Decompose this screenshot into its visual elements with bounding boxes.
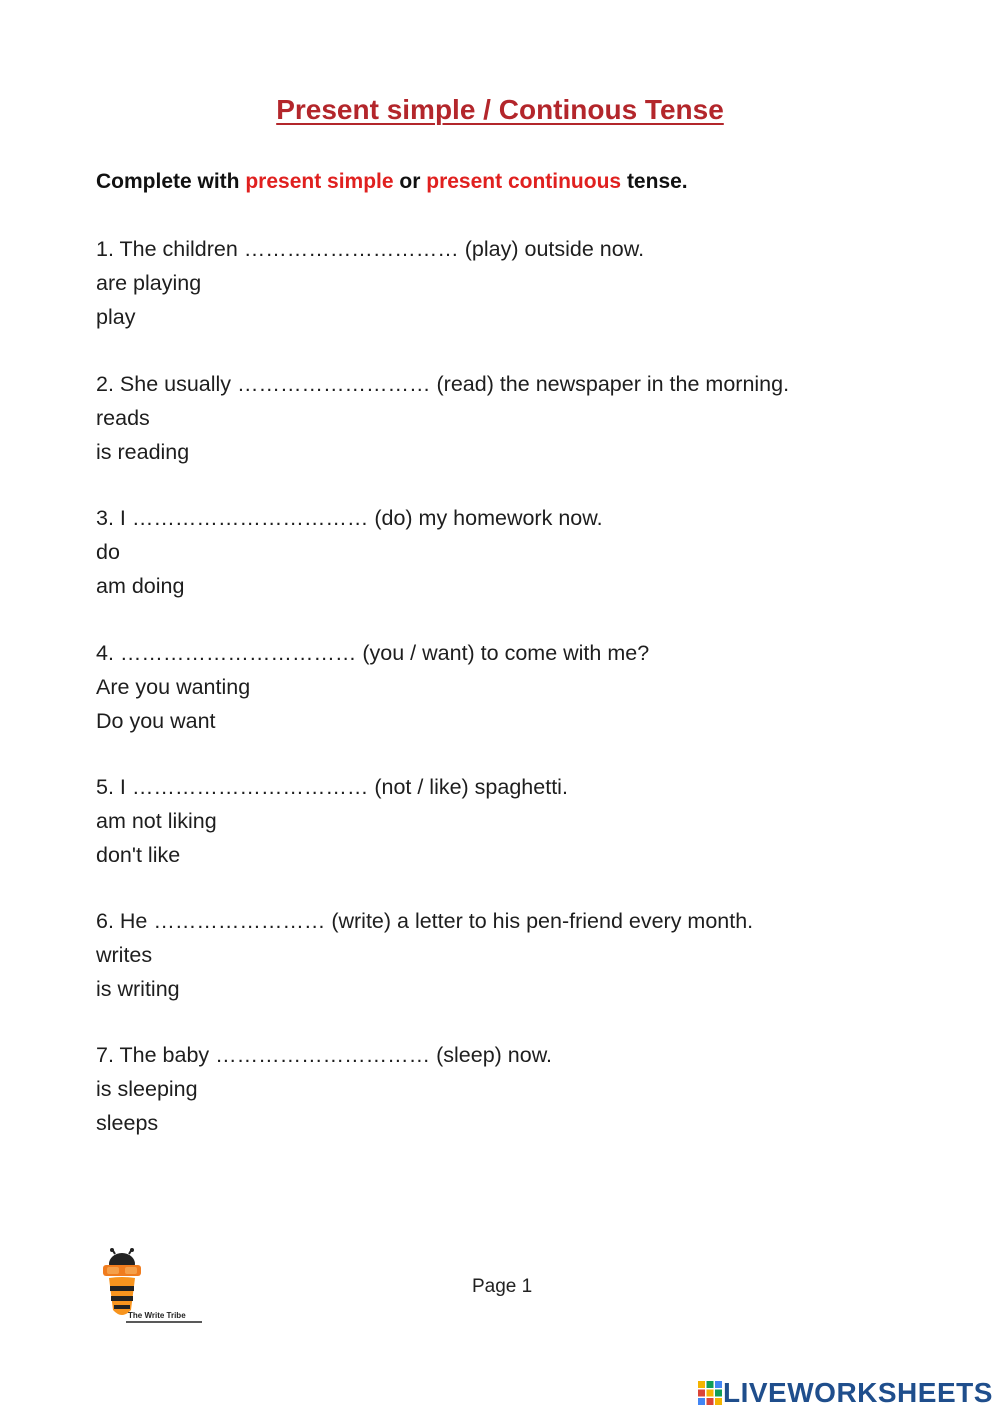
question-prompt: 2. She usually ……………………… (read) the newspaper in the morning. (96, 372, 790, 396)
page-title: Present simple / Continous Tense (276, 94, 724, 125)
question-3 (96, 501, 603, 603)
liveworksheets-logo-icon (697, 1380, 723, 1406)
logo-text: The Write Tribe (128, 1311, 186, 1320)
answer-option[interactable]: Do you want (96, 709, 216, 733)
answer-option[interactable]: play (96, 305, 136, 329)
answer-option[interactable]: sleeps (96, 1111, 159, 1135)
liveworksheets-label: LIVEWORKSHEETS (723, 1377, 993, 1408)
liveworksheets-brand[interactable] (697, 1376, 993, 1410)
answer-option[interactable]: am doing (96, 574, 185, 598)
question-6 (96, 904, 753, 1006)
instruction-text: tense. (621, 170, 688, 193)
answer-option[interactable]: am not liking (96, 809, 217, 833)
question-prompt: 3. I …………………………… (do) my homework now. (96, 506, 603, 530)
question-prompt: 4. …………………………… (you / want) to come with me? (96, 641, 650, 665)
question-4 (96, 636, 649, 738)
answer-option[interactable]: writes (96, 943, 153, 967)
question-5 (96, 770, 568, 872)
instruction-text: Complete with (96, 170, 246, 193)
bee-logo-icon (98, 1248, 208, 1328)
question-prompt: 1. The children ………………………… (play) outside now. (96, 237, 645, 261)
question-7 (96, 1038, 552, 1140)
answer-option[interactable]: is writing (96, 977, 180, 1001)
question-prompt: 7. The baby ………………………… (sleep) now. (96, 1043, 553, 1067)
question-1 (96, 232, 644, 334)
instruction (96, 170, 688, 194)
question-prompt: 6. He …………………… (write) a letter to his pen-friend every month. (96, 909, 754, 933)
answer-option[interactable]: don't like (96, 843, 181, 867)
instruction-highlight-continuous: present continuous (426, 170, 622, 193)
answer-option[interactable]: Are you wanting (96, 675, 251, 699)
instruction-text: or (393, 170, 427, 193)
question-2 (96, 367, 789, 469)
answer-option[interactable]: are playing (96, 271, 202, 295)
answer-option[interactable]: is reading (96, 440, 190, 464)
instruction-highlight-simple: present simple (245, 170, 394, 193)
page-number: Page 1 (472, 1276, 533, 1297)
answer-option[interactable]: reads (96, 406, 150, 430)
answer-option[interactable]: do (96, 540, 120, 564)
answer-option[interactable]: is sleeping (96, 1077, 198, 1101)
question-prompt: 5. I …………………………… (not / like) spaghetti. (96, 775, 568, 799)
